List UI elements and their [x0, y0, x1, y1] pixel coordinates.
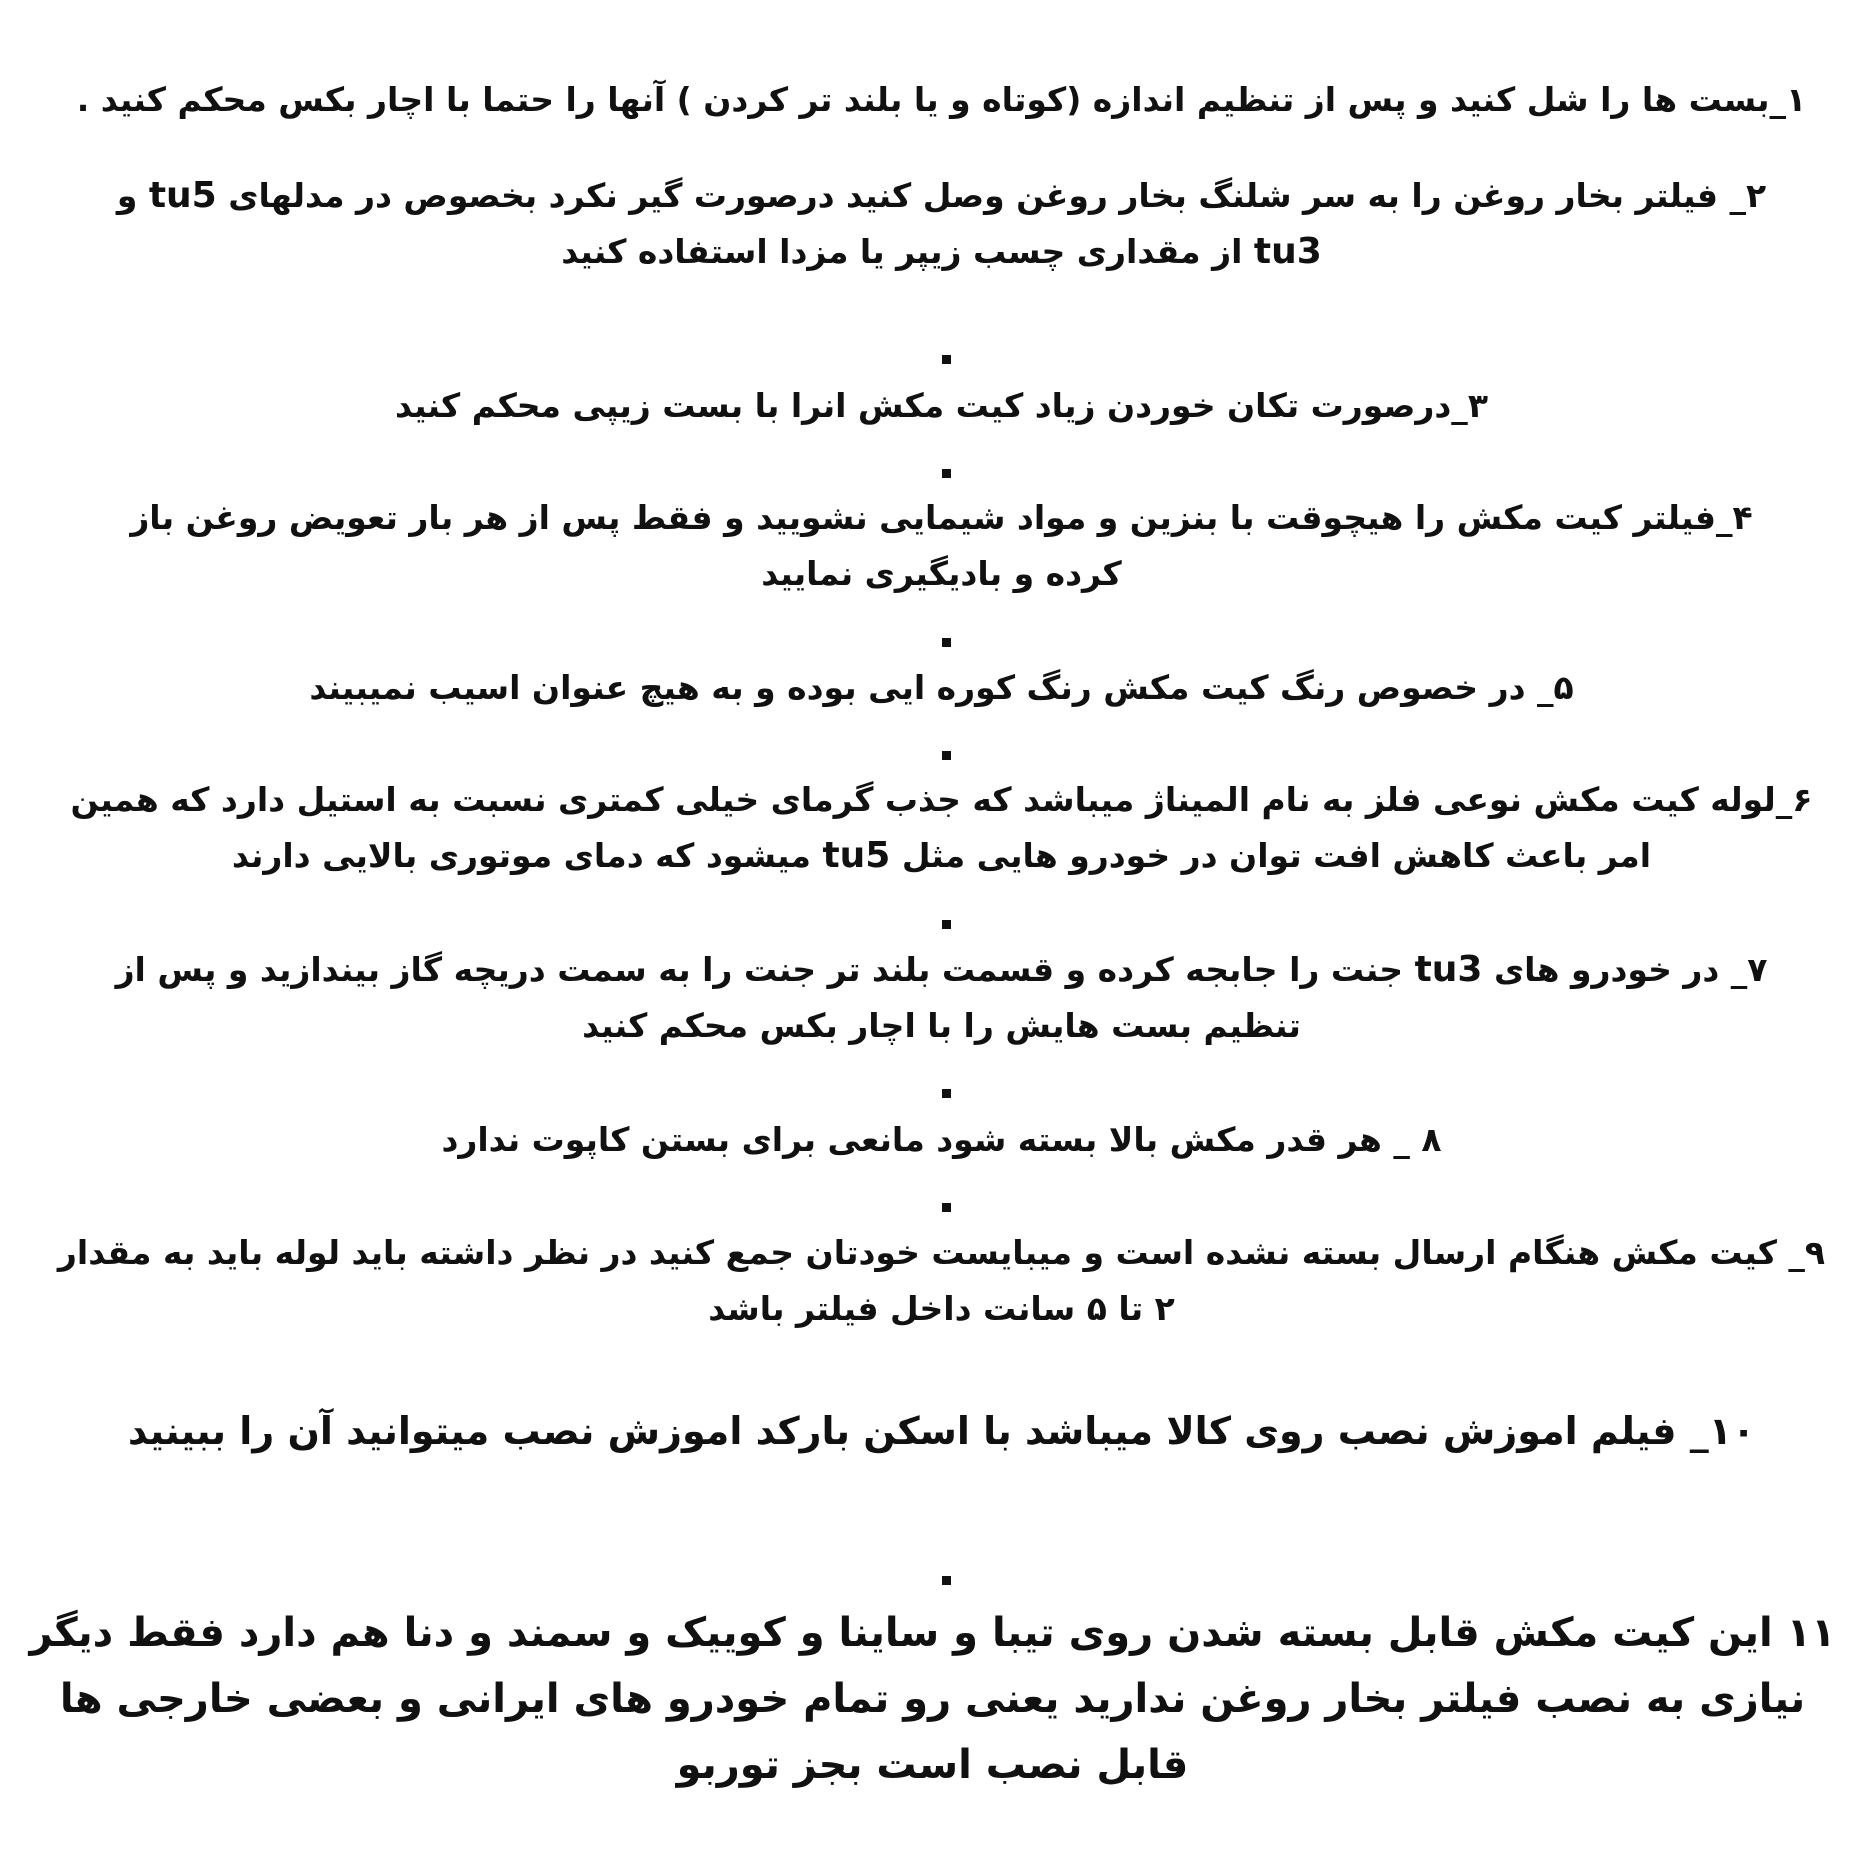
- separator-dot: [942, 1576, 951, 1585]
- separator-dot: [942, 469, 951, 478]
- instruction-1: [40, 72, 1843, 128]
- instruction-9: [40, 1225, 1843, 1337]
- instruction-1-text: ۱_بست ها را شل کنید و پس از تنظیم اندازه (کوتاه و یا بلند تر کردن ) آنها را حتما با اچار بکس محکم کنید .: [76, 80, 1807, 119]
- instruction-6-text-after: میشود که دمای موتوری بالایی دارند: [231, 836, 823, 875]
- instruction-11-text: ۱۱ این کیت مکش قابل بسته شدن روی تیبا و ساینا و کوییک و سمند و دنا هم دارد فقط دیگر نیازی به نصب فیلتر بخار روغن ندارید یعنی رو تمام خودرو های ایرانی و بعضی خارجی ها قابل نصب است بجز توربو: [29, 1610, 1836, 1788]
- instruction-7-text-after: جنت را جابجه کرده و قسمت بلند تر جنت را به سمت دریچه گاز بیندازید و پس از تنظیم بست هایش را با اچار بکس محکم کنید: [115, 950, 1415, 1045]
- instruction-2-text-before: ۲_ فیلتر بخار روغن را به سر شلنگ بخار روغن وصل کنید درصورت گیر نکرد بخصوص در مدلهای: [216, 176, 1767, 215]
- instruction-5: [40, 660, 1843, 716]
- separator-dot: [942, 1203, 951, 1212]
- instruction-9-text: ۹_ کیت مکش هنگام ارسال بسته نشده است و میبایست خودتان جمع کنید در نظر داشته باید لوله باید به مقدار ۲ تا ۵ سانت داخل فیلتر باشد: [57, 1233, 1826, 1328]
- instruction-2-text-after: از مقداری چسب زیپر یا مزدا استفاده کنید: [561, 232, 1254, 271]
- instruction-8: [40, 1112, 1843, 1168]
- instruction-7-text-before: ۷_ در خودرو های: [1482, 950, 1768, 989]
- instruction-2-conjunction: و: [116, 176, 149, 215]
- separator-dot: [942, 751, 951, 760]
- separator-dot: [942, 355, 951, 364]
- instruction-8-text: ۸ _ هر قدر مکش بالا بسته شود مانعی برای بستن کاپوت ندارد: [441, 1120, 1442, 1159]
- instruction-5-text: ۵_ در خصوص رنگ کیت مکش رنگ کوره ایی بوده و به هیچ عنوان اسیب نمیبیند: [309, 668, 1574, 707]
- separator-dot: [942, 1089, 951, 1098]
- separator-dot: [942, 920, 951, 929]
- model-name-tu5: tu5: [822, 835, 891, 876]
- instruction-4: [40, 490, 1843, 602]
- instruction-2: [40, 168, 1843, 280]
- model-name-tu3: tu3: [1414, 949, 1483, 990]
- instruction-10-text: ۱۰_ فیلم اموزش نصب روی کالا میباشد با اسکن بارکد اموزش نصب میتوانید آن را ببینید: [127, 1409, 1756, 1453]
- instruction-6-text-before: ۶_لوله کیت مکش نوعی فلز به نام المیناژ میباشد که جذب گرمای خیلی کمتری نسبت به استیل دارد که همین امر باعث کاهش افت توان در خودرو هایی مثل: [70, 780, 1813, 875]
- model-name-tu5: tu5: [148, 175, 217, 216]
- instruction-3-text: ۳_درصورت تکان خوردن زیاد کیت مکش انرا با بست زیپی محکم کنید: [395, 386, 1488, 425]
- model-name-tu3: tu3: [1253, 231, 1322, 272]
- instruction-6: [40, 772, 1843, 884]
- instruction-10: [40, 1400, 1843, 1462]
- separator-dot: [942, 638, 951, 647]
- instruction-4-text: ۴_فیلتر کیت مکش را هیچوقت با بنزین و مواد شیمایی نشویید و فقط پس از هر بار تعویض روغن باز کرده و بادیگیری نمایید: [130, 498, 1753, 593]
- instruction-3: [40, 378, 1843, 434]
- instruction-7: [40, 942, 1843, 1054]
- instruction-11: [20, 1600, 1845, 1798]
